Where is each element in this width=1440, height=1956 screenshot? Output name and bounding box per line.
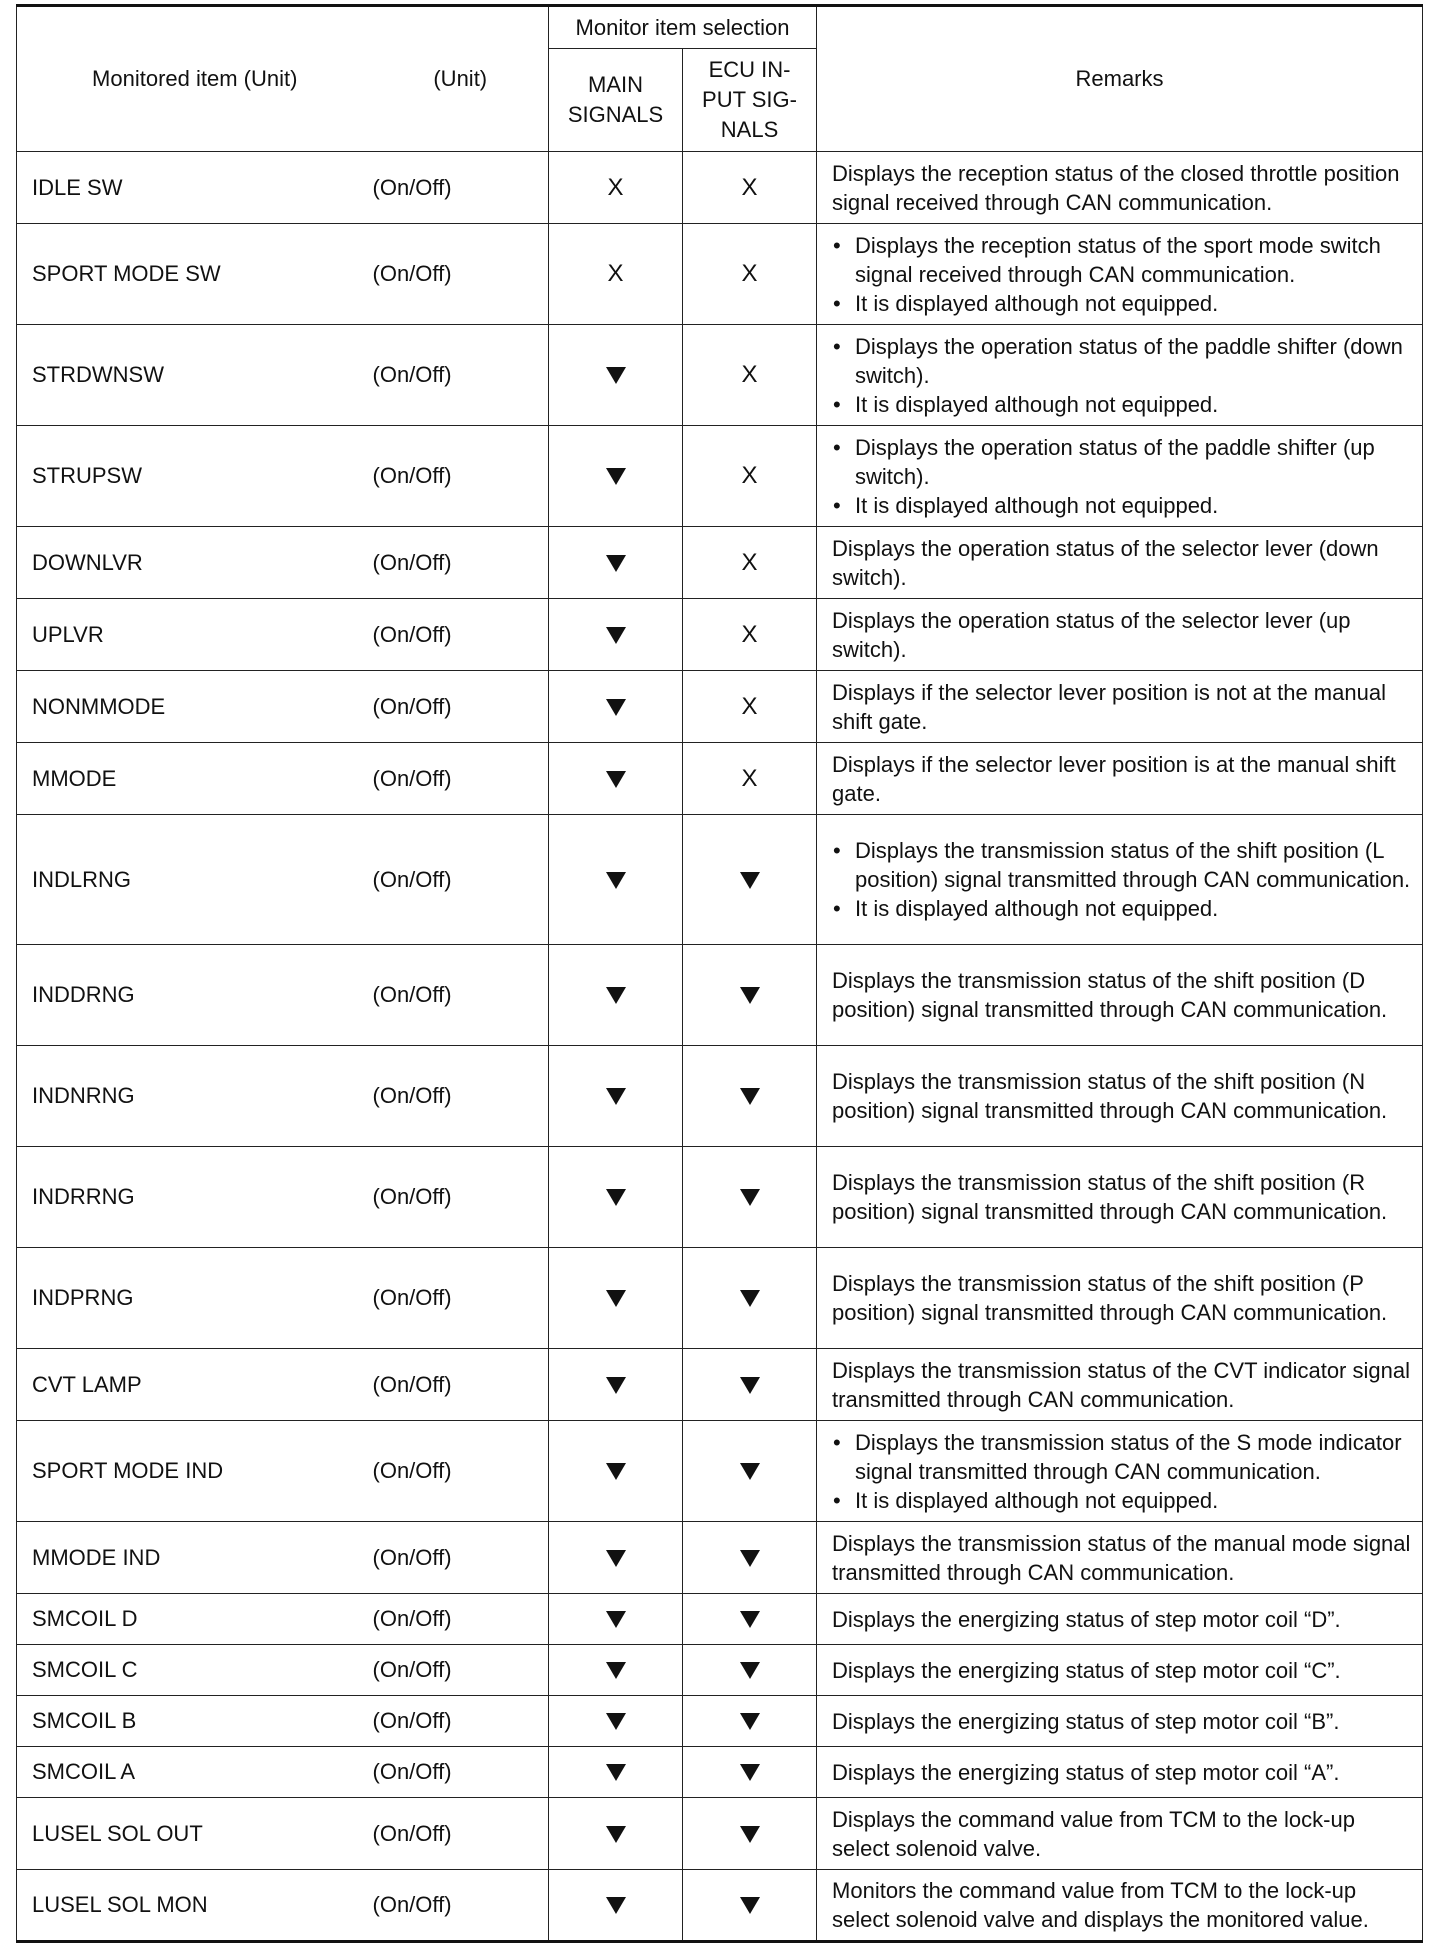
ecu-input-signals-cell	[683, 152, 817, 224]
unit-cell: (On/Off)	[373, 1594, 549, 1645]
table-row	[17, 152, 1423, 224]
remark-bullet: • Displays the operation status of the paddle shifter (down switch).	[832, 332, 1412, 390]
monitored-item-cell: LUSEL SOL MON	[17, 1870, 373, 1942]
remark-bullet: • It is displayed although not equipped.	[832, 491, 1412, 520]
monitored-item-cell: STRDWNSW	[17, 325, 373, 426]
down-triangle-icon	[606, 468, 626, 485]
header-monitor-item-selection: Monitor item selection	[549, 6, 817, 49]
remarks-cell	[817, 743, 1423, 815]
unit-cell: (On/Off)	[373, 527, 549, 599]
monitored-item-cell: NONMMODE	[17, 671, 373, 743]
unit-cell: (On/Off)	[373, 1522, 549, 1594]
main-signals-cell	[549, 1046, 683, 1147]
header-unit: (Unit)	[373, 6, 549, 152]
remarks-list	[832, 433, 1412, 520]
down-triangle-icon	[606, 367, 626, 384]
remark-text: Displays if the selector lever position is at the manual shift gate.	[832, 751, 1396, 806]
down-triangle-icon	[606, 987, 626, 1004]
remark-bullet: • It is displayed although not equipped.	[832, 289, 1412, 318]
remark-bullet: • It is displayed although not equipped.	[832, 894, 1412, 923]
main-signals-cell	[549, 1798, 683, 1870]
down-triangle-icon	[740, 1550, 760, 1567]
monitored-item-cell: SPORT MODE IND	[17, 1421, 373, 1522]
unit-cell: (On/Off)	[373, 1696, 549, 1747]
table-row	[17, 1747, 1423, 1798]
table-row	[17, 743, 1423, 815]
main-signals-cell	[549, 945, 683, 1046]
monitored-item-cell: SMCOIL B	[17, 1696, 373, 1747]
ecu-input-signals-cell	[683, 1046, 817, 1147]
table-row	[17, 1870, 1423, 1942]
main-signals-cell	[549, 1870, 683, 1942]
remarks-cell	[817, 325, 1423, 426]
ecu-input-signals-cell	[683, 1696, 817, 1747]
monitored-item-cell: IDLE SW	[17, 152, 373, 224]
x-mark: X	[741, 620, 758, 648]
remarks-cell	[817, 1421, 1423, 1522]
unit-cell: (On/Off)	[373, 1747, 549, 1798]
monitored-item-cell: INDLRNG	[17, 815, 373, 945]
remark-text: Displays the energizing status of step motor coil “D”.	[832, 1606, 1341, 1632]
main-signals-cell	[549, 1421, 683, 1522]
remark-text: Displays the energizing status of step motor coil “A”.	[832, 1759, 1340, 1785]
remark-text: Displays the energizing status of step motor coil “C”.	[832, 1657, 1341, 1683]
down-triangle-icon	[740, 1088, 760, 1105]
remarks-cell	[817, 945, 1423, 1046]
monitor-item-table	[16, 4, 1423, 1943]
remarks-list	[832, 836, 1412, 923]
x-mark: X	[607, 173, 624, 201]
remarks-cell	[817, 815, 1423, 945]
table-row	[17, 1421, 1423, 1522]
remark-text: Displays the transmission status of the CVT indicator signal transmitted through CAN communication.	[832, 1357, 1410, 1412]
table-row	[17, 1798, 1423, 1870]
remarks-cell	[817, 426, 1423, 527]
unit-cell: (On/Off)	[373, 1798, 549, 1870]
ecu-input-signals-cell	[683, 1248, 817, 1349]
remarks-cell	[817, 527, 1423, 599]
main-signals-cell	[549, 1696, 683, 1747]
ecu-input-signals-cell	[683, 224, 817, 325]
remark-text: Displays the operation status of the selector lever (down switch).	[832, 535, 1379, 590]
remark-bullet: • Displays the reception status of the sport mode switch signal received through CAN communication.	[832, 231, 1412, 289]
remark-bullet: • Displays the transmission status of the shift position (L position) signal transmitted through CAN communication.	[832, 836, 1412, 894]
unit-cell: (On/Off)	[373, 945, 549, 1046]
ecu-input-signals-cell	[683, 1798, 817, 1870]
header-remarks: Remarks	[817, 6, 1423, 152]
x-mark: X	[741, 173, 758, 201]
monitored-item-cell: SMCOIL A	[17, 1747, 373, 1798]
x-mark: X	[741, 764, 758, 792]
main-signals-cell	[549, 1594, 683, 1645]
unit-cell: (On/Off)	[373, 743, 549, 815]
x-mark: X	[741, 260, 758, 287]
unit-cell: (On/Off)	[373, 426, 549, 527]
unit-cell: (On/Off)	[373, 325, 549, 426]
remarks-list	[832, 231, 1412, 318]
remark-text: Displays the transmission status of the shift position (R position) signal transmitted through CAN communication.	[832, 1170, 1388, 1224]
down-triangle-icon	[740, 1662, 760, 1679]
remarks-list	[832, 1428, 1412, 1515]
x-mark: X	[741, 462, 758, 489]
main-signals-cell	[549, 426, 683, 527]
table-row	[17, 1248, 1423, 1349]
remarks-cell	[817, 224, 1423, 325]
main-signals-cell	[549, 599, 683, 671]
monitored-item-cell: LUSEL SOL OUT	[17, 1798, 373, 1870]
remark-text: Displays the command value from TCM to the lock-up select solenoid valve.	[832, 1806, 1355, 1861]
down-triangle-icon	[740, 1290, 760, 1307]
remarks-cell	[817, 1645, 1423, 1696]
table-row	[17, 1522, 1423, 1594]
monitored-item-cell: INDNRNG	[17, 1046, 373, 1147]
down-triangle-icon	[606, 699, 626, 716]
x-mark: X	[741, 361, 758, 388]
down-triangle-icon	[606, 1290, 626, 1307]
x-mark: X	[741, 692, 758, 720]
down-triangle-icon	[740, 1897, 760, 1914]
table-header	[17, 6, 1423, 152]
remark-bullet: • It is displayed although not equipped.	[832, 390, 1412, 419]
remarks-cell	[817, 671, 1423, 743]
down-triangle-icon	[606, 1713, 626, 1730]
main-signals-cell	[549, 325, 683, 426]
down-triangle-icon	[606, 555, 626, 572]
down-triangle-icon	[740, 872, 760, 889]
monitored-item-cell: INDRRNG	[17, 1147, 373, 1248]
ecu-input-signals-cell	[683, 1870, 817, 1942]
remark-text: Displays the energizing status of step motor coil “B”.	[832, 1708, 1340, 1734]
main-signals-cell	[549, 1147, 683, 1248]
down-triangle-icon	[606, 1662, 626, 1679]
unit-cell: (On/Off)	[373, 152, 549, 224]
header-ecu-input-signals	[683, 49, 817, 152]
ecu-input-signals-cell	[683, 1645, 817, 1696]
main-signals-cell	[549, 1645, 683, 1696]
unit-cell: (On/Off)	[373, 671, 549, 743]
ecu-input-signals-cell	[683, 1594, 817, 1645]
main-signals-cell	[549, 743, 683, 815]
header-ecu-input-signals-label: ECU IN-PUT SIG-NALS	[702, 57, 797, 142]
table-row	[17, 599, 1423, 671]
down-triangle-icon	[606, 1377, 626, 1394]
remark-bullet: • Displays the operation status of the paddle shifter (up switch).	[832, 433, 1412, 491]
remarks-cell	[817, 1248, 1423, 1349]
remark-bullet: • It is displayed although not equipped.	[832, 1486, 1412, 1515]
ecu-input-signals-cell	[683, 1522, 817, 1594]
main-signals-cell	[549, 1349, 683, 1421]
down-triangle-icon	[606, 1611, 626, 1628]
monitored-item-cell: MMODE IND	[17, 1522, 373, 1594]
header-monitored-item: Monitored item (Unit)	[17, 6, 373, 152]
remarks-cell	[817, 1696, 1423, 1747]
down-triangle-icon	[740, 1611, 760, 1628]
remarks-cell	[817, 1046, 1423, 1147]
down-triangle-icon	[740, 1764, 760, 1781]
ecu-input-signals-cell	[683, 815, 817, 945]
ecu-input-signals-cell	[683, 1147, 817, 1248]
remarks-cell	[817, 1522, 1423, 1594]
down-triangle-icon	[606, 1550, 626, 1567]
remarks-cell	[817, 1747, 1423, 1798]
down-triangle-icon	[606, 627, 626, 644]
ecu-input-signals-cell	[683, 426, 817, 527]
remarks-cell	[817, 1147, 1423, 1248]
unit-cell: (On/Off)	[373, 1147, 549, 1248]
down-triangle-icon	[740, 1463, 760, 1480]
unit-cell: (On/Off)	[373, 1248, 549, 1349]
unit-cell: (On/Off)	[373, 599, 549, 671]
remarks-cell	[817, 1798, 1423, 1870]
monitored-item-cell: UPLVR	[17, 599, 373, 671]
unit-cell: (On/Off)	[373, 1870, 549, 1942]
monitored-item-cell: STRUPSW	[17, 426, 373, 527]
down-triangle-icon	[606, 1463, 626, 1480]
table-row	[17, 1046, 1423, 1147]
remark-text: Displays the transmission status of the shift position (P position) signal transmitted through CAN communication.	[832, 1271, 1388, 1325]
ecu-input-signals-cell	[683, 599, 817, 671]
remark-text: Displays if the selector lever position is not at the manual shift gate.	[832, 679, 1386, 734]
header-main-signals-label: MAIN SIGNALS	[567, 72, 664, 127]
ecu-input-signals-cell	[683, 1747, 817, 1798]
ecu-input-signals-cell	[683, 671, 817, 743]
table-row	[17, 1696, 1423, 1747]
table-row	[17, 815, 1423, 945]
remarks-cell	[817, 599, 1423, 671]
main-signals-cell	[549, 1747, 683, 1798]
remarks-cell	[817, 1870, 1423, 1942]
down-triangle-icon	[606, 872, 626, 889]
unit-cell: (On/Off)	[373, 1645, 549, 1696]
table-row	[17, 1594, 1423, 1645]
table-row	[17, 1645, 1423, 1696]
monitored-item-cell: CVT LAMP	[17, 1349, 373, 1421]
ecu-input-signals-cell	[683, 527, 817, 599]
main-signals-cell	[549, 152, 683, 224]
ecu-input-signals-cell	[683, 1421, 817, 1522]
remarks-cell	[817, 1349, 1423, 1421]
remark-text: Displays the operation status of the selector lever (up switch).	[832, 607, 1351, 662]
main-signals-cell	[549, 815, 683, 945]
down-triangle-icon	[606, 1189, 626, 1206]
table-body	[17, 152, 1423, 1942]
unit-cell: (On/Off)	[373, 815, 549, 945]
table-row	[17, 325, 1423, 426]
table-row	[17, 671, 1423, 743]
monitored-item-cell: INDPRNG	[17, 1248, 373, 1349]
remark-text: Displays the reception status of the closed throttle position signal received through CAN communication.	[832, 160, 1400, 215]
table-row	[17, 527, 1423, 599]
down-triangle-icon	[606, 1088, 626, 1105]
remark-bullet: • Displays the transmission status of the S mode indicator signal transmitted through CAN communication.	[832, 1428, 1412, 1486]
main-signals-cell	[549, 527, 683, 599]
x-mark: X	[741, 548, 758, 576]
main-signals-cell	[549, 224, 683, 325]
main-signals-cell	[549, 671, 683, 743]
unit-cell: (On/Off)	[373, 1421, 549, 1522]
table-row	[17, 945, 1423, 1046]
monitored-item-cell: INDDRNG	[17, 945, 373, 1046]
down-triangle-icon	[740, 1377, 760, 1394]
ecu-input-signals-cell	[683, 325, 817, 426]
remarks-list	[832, 332, 1412, 419]
remark-text: Monitors the command value from TCM to the lock-up select solenoid valve and displays the monitored value.	[832, 1878, 1369, 1932]
ecu-input-signals-cell	[683, 945, 817, 1046]
remarks-cell	[817, 1594, 1423, 1645]
down-triangle-icon	[740, 1189, 760, 1206]
monitored-item-cell: SMCOIL C	[17, 1645, 373, 1696]
unit-cell: (On/Off)	[373, 1349, 549, 1421]
unit-cell: (On/Off)	[373, 1046, 549, 1147]
remark-text: Displays the transmission status of the shift position (D position) signal transmitted through CAN communication.	[832, 968, 1388, 1022]
monitored-item-cell: SMCOIL D	[17, 1594, 373, 1645]
table-row	[17, 1147, 1423, 1248]
ecu-input-signals-cell	[683, 743, 817, 815]
table-row	[17, 426, 1423, 527]
table-row	[17, 1349, 1423, 1421]
down-triangle-icon	[740, 1713, 760, 1730]
down-triangle-icon	[606, 1764, 626, 1781]
ecu-input-signals-cell	[683, 1349, 817, 1421]
main-signals-cell	[549, 1248, 683, 1349]
down-triangle-icon	[740, 987, 760, 1004]
table-row	[17, 224, 1423, 325]
down-triangle-icon	[606, 1897, 626, 1914]
x-mark: X	[607, 260, 624, 287]
remarks-cell	[817, 152, 1423, 224]
main-signals-cell	[549, 1522, 683, 1594]
remark-text: Displays the transmission status of the shift position (N position) signal transmitted through CAN communication.	[832, 1069, 1388, 1123]
monitored-item-cell: MMODE	[17, 743, 373, 815]
unit-cell: (On/Off)	[373, 224, 549, 325]
header-main-signals	[549, 49, 683, 152]
down-triangle-icon	[740, 1826, 760, 1843]
remark-text: Displays the transmission status of the manual mode signal transmitted through CAN communication.	[832, 1530, 1411, 1585]
down-triangle-icon	[606, 771, 626, 788]
down-triangle-icon	[606, 1826, 626, 1843]
monitored-item-cell: SPORT MODE SW	[17, 224, 373, 325]
monitored-item-cell: DOWNLVR	[17, 527, 373, 599]
